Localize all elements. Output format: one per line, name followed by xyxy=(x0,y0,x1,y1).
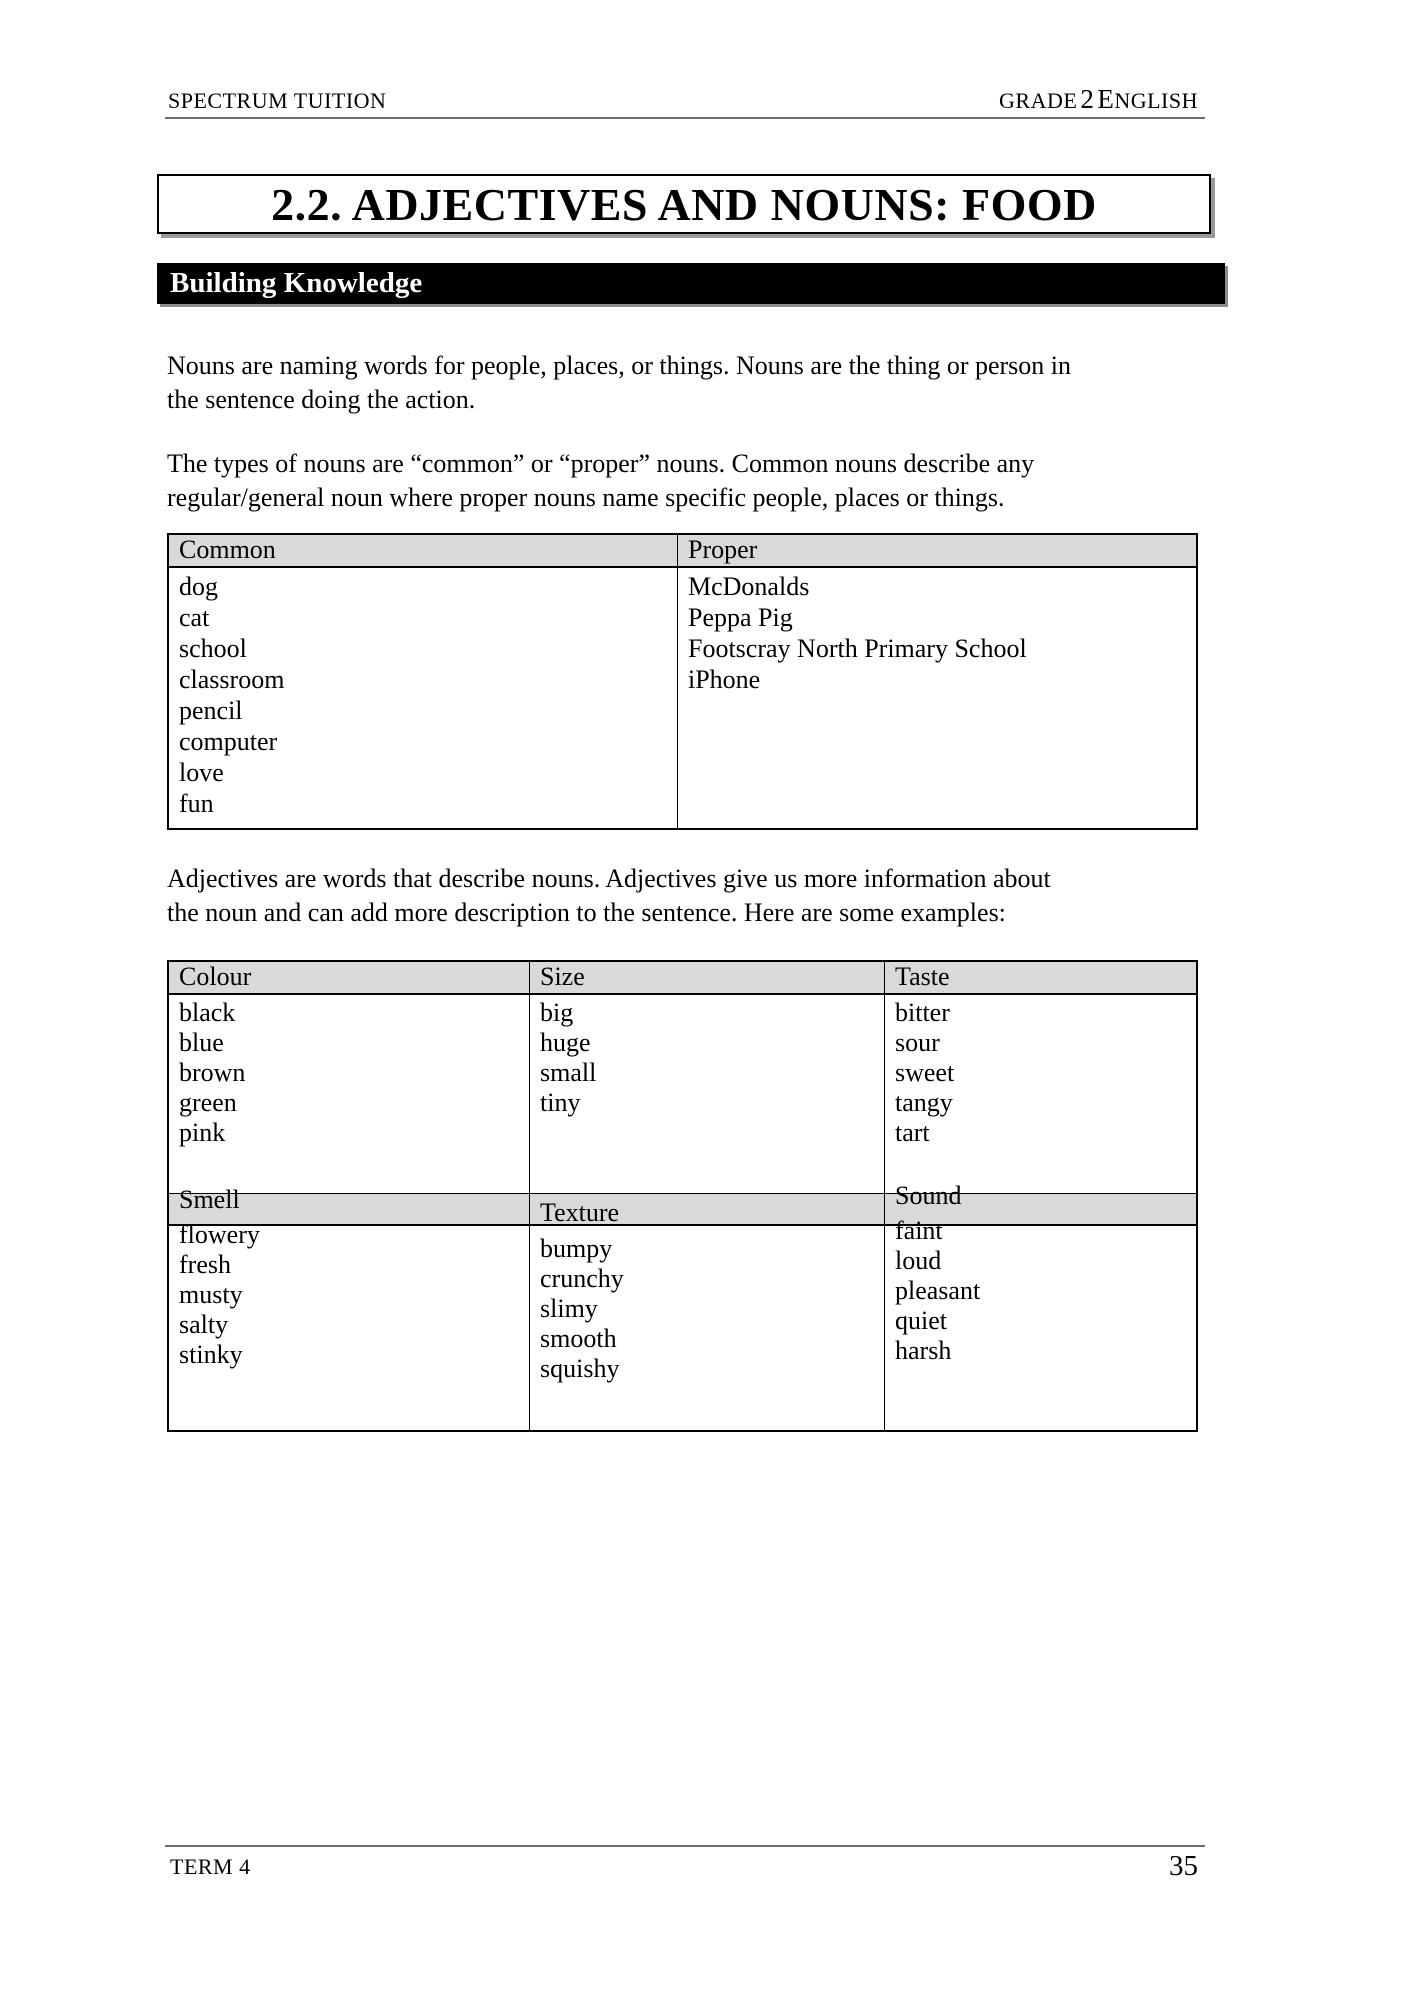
noun-item: fun xyxy=(179,789,214,818)
column-items-size xyxy=(530,995,884,1193)
column-items-colour xyxy=(169,995,529,1193)
footer-page-number: 35 xyxy=(1169,1850,1198,1882)
adjective-item: faint xyxy=(895,1216,943,1245)
adjective-item: musty xyxy=(179,1280,243,1309)
header-left-text: SPECTRUM TUITION xyxy=(168,88,387,113)
header-right-text xyxy=(999,84,1198,115)
adjective-item: fresh xyxy=(179,1250,231,1279)
paragraph-line: The types of nouns are “common” or “proper” nouns. Common nouns describe any xyxy=(167,449,1035,478)
column-header-sound-label: Sound xyxy=(895,1181,962,1210)
adjective-item: salty xyxy=(179,1310,229,1339)
noun-item: Peppa Pig xyxy=(688,603,793,632)
noun-item: love xyxy=(179,758,224,787)
adjective-item: brown xyxy=(179,1058,246,1087)
column-items-common xyxy=(169,568,677,828)
adjective-item: stinky xyxy=(179,1340,243,1369)
title-box xyxy=(157,174,1211,234)
noun-item: iPhone xyxy=(688,665,761,694)
column-header-proper: Proper xyxy=(678,535,1196,568)
adjective-item: quiet xyxy=(895,1306,947,1335)
noun-item: pencil xyxy=(179,696,243,725)
column-items-smell xyxy=(169,1218,529,1422)
paragraph-line: the sentence doing the action. xyxy=(167,385,476,414)
column-header-common: Common xyxy=(169,535,677,568)
adjective-item: tangy xyxy=(895,1088,953,1117)
noun-item: dog xyxy=(179,572,218,601)
adjective-item: bitter xyxy=(895,998,950,1027)
noun-table xyxy=(167,533,1198,830)
adjective-table-column-1 xyxy=(169,962,529,1430)
paragraph-line: Nouns are naming words for people, places, or things. Nouns are the thing or person in xyxy=(167,351,1072,380)
paragraph-line: the noun and can add more description to the sentence. Here are some examples: xyxy=(167,898,1006,927)
adjective-item: pink xyxy=(179,1118,226,1147)
paragraph-noun-types xyxy=(167,447,1207,515)
adjective-table xyxy=(167,960,1198,1432)
adjective-item: slimy xyxy=(540,1294,598,1323)
noun-item: classroom xyxy=(179,665,285,694)
noun-table-column-proper xyxy=(677,535,1196,828)
adjective-item: smooth xyxy=(540,1324,617,1353)
column-header-smell-label: Smell xyxy=(179,1185,240,1214)
paragraph-nouns-intro xyxy=(167,349,1207,417)
adjective-item: tart xyxy=(895,1118,930,1147)
footer-rule xyxy=(165,1845,1205,1847)
column-items-proper xyxy=(678,568,1196,828)
subject-initial: E xyxy=(1097,84,1115,114)
building-knowledge-banner xyxy=(157,263,1225,304)
column-header-texture-label: Texture xyxy=(540,1198,620,1227)
column-items-texture xyxy=(530,1232,884,1436)
page-title: 2.2. ADJECTIVES AND NOUNS: FOOD xyxy=(271,178,1097,230)
adjective-item: black xyxy=(179,998,236,1027)
grade-number: 2 xyxy=(1080,84,1095,114)
noun-item: school xyxy=(179,634,247,663)
footer-term-label: TERM 4 xyxy=(170,1854,251,1879)
noun-table-column-common xyxy=(169,535,677,828)
column-header-colour: Colour xyxy=(169,962,529,995)
adjective-item: bumpy xyxy=(540,1234,613,1263)
adjective-item: loud xyxy=(895,1246,942,1275)
adjective-item: sweet xyxy=(895,1058,955,1087)
noun-item: McDonalds xyxy=(688,572,810,601)
page-header xyxy=(168,84,1198,115)
noun-item: computer xyxy=(179,727,278,756)
column-header-taste: Taste xyxy=(885,962,1196,995)
adjective-item: huge xyxy=(540,1028,591,1057)
column-items-sound xyxy=(885,1214,1196,1418)
adjective-item: small xyxy=(540,1058,597,1087)
adjective-item: harsh xyxy=(895,1336,952,1365)
adjective-table-column-2 xyxy=(529,962,884,1430)
adjective-item: squishy xyxy=(540,1354,620,1383)
adjective-item: pleasant xyxy=(895,1276,981,1305)
column-items-taste xyxy=(885,995,1196,1193)
column-header-texture xyxy=(530,1193,884,1226)
noun-item: cat xyxy=(179,603,210,632)
adjective-item: big xyxy=(540,998,574,1027)
adjective-table-column-3 xyxy=(884,962,1196,1430)
adjective-item: green xyxy=(179,1088,237,1117)
adjective-item: flowery xyxy=(179,1220,260,1249)
column-header-size: Size xyxy=(530,962,884,995)
paragraph-line: Adjectives are words that describe nouns. Adjectives give us more information about xyxy=(167,864,1051,893)
header-rule xyxy=(165,117,1205,119)
adjective-item: tiny xyxy=(540,1088,581,1117)
banner-label: Building Knowledge xyxy=(170,267,423,299)
subject-rest: NGLISH xyxy=(1114,88,1198,113)
adjective-item: crunchy xyxy=(540,1264,624,1293)
paragraph-adjectives-intro xyxy=(167,862,1207,930)
grade-word: GRADE xyxy=(999,88,1078,113)
adjective-item: blue xyxy=(179,1028,224,1057)
paragraph-line: regular/general noun where proper nouns name specific people, places or things. xyxy=(167,483,1005,512)
noun-item: Footscray North Primary School xyxy=(688,634,1027,663)
adjective-item: sour xyxy=(895,1028,940,1057)
